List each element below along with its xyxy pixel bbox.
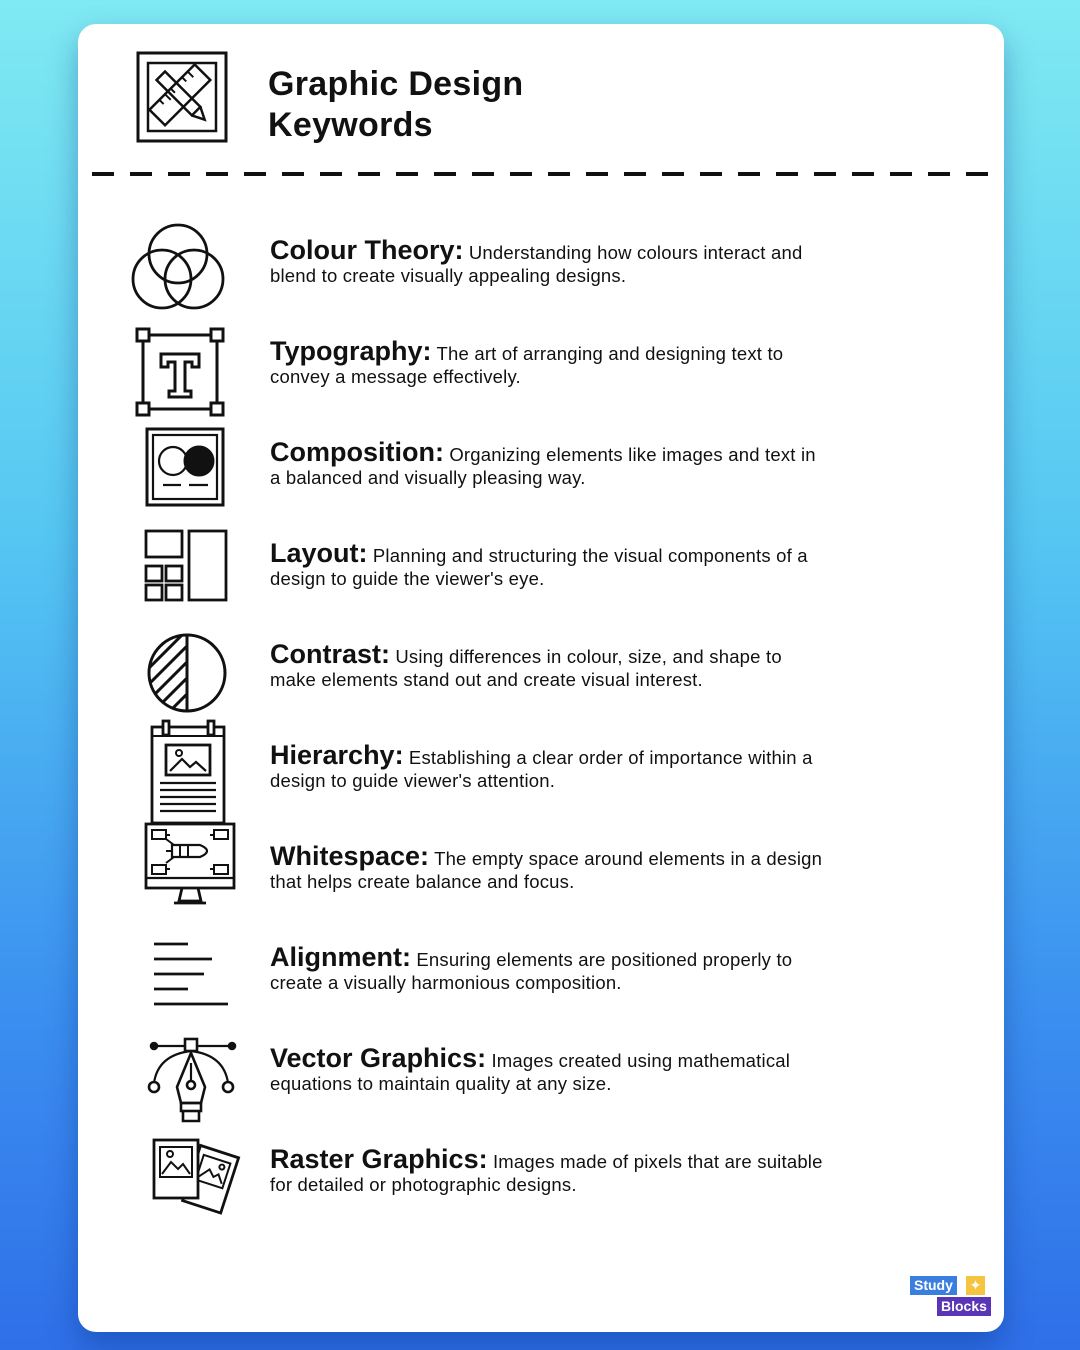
keyword-text: [270, 538, 830, 590]
keyword-description: Planning and structuring the visual components of a design to guide the viewer's eye.: [270, 545, 808, 589]
keyword-text: [270, 841, 830, 893]
keyword-description: Using differences in colour, size, and shape to make elements stand out and create visual interest.: [270, 646, 782, 690]
keyword-term: Whitespace:: [270, 841, 430, 871]
layout-grid-icon: [128, 528, 228, 628]
page-title: Graphic Design Keywords: [268, 65, 524, 144]
keyword-description: The empty space around elements in a design that helps create balance and focus.: [270, 848, 823, 892]
poster-icon: [128, 719, 228, 819]
contrast-circle-icon: [128, 623, 228, 723]
keyword-text: [270, 235, 830, 287]
keyword-text: [270, 740, 830, 792]
keyword-item-typography: [78, 320, 1004, 420]
brand-blocks: Blocks: [937, 1297, 991, 1316]
venn-circles-icon: [128, 221, 228, 321]
keyword-term: Alignment:: [270, 942, 411, 972]
keyword-description: Organizing elements like images and text in a balanced and visually pleasing way.: [270, 444, 816, 488]
brand-study: Study: [910, 1276, 957, 1295]
pencil-ruler-icon: [136, 51, 228, 143]
photos-icon: [128, 1138, 228, 1238]
keyword-item-whitespace: [78, 825, 1004, 925]
keyword-description: Ensuring elements are positioned properly to create a visually harmonious composition.: [270, 949, 793, 993]
keyword-card: [78, 24, 1004, 1332]
brand-star: ✦: [966, 1276, 985, 1295]
dashed-divider: [92, 172, 992, 176]
keyword-term: Layout:: [270, 538, 368, 568]
keyword-description: Images made of pixels that are suitable for detailed or photographic designs.: [270, 1151, 823, 1195]
keyword-text: [270, 1144, 830, 1196]
keyword-term: Colour Theory:: [270, 235, 464, 265]
keyword-description: Establishing a clear order of importance within a design to guide viewer's attention.: [270, 747, 813, 791]
pen-tool-icon: [128, 1037, 228, 1137]
text-frame-icon: [128, 321, 228, 421]
align-left-icon: [128, 922, 228, 1022]
keyword-item-layout: [78, 522, 1004, 622]
keyword-item-contrast: [78, 623, 1004, 723]
keyword-term: Raster Graphics:: [270, 1144, 488, 1174]
keyword-text: [270, 336, 830, 388]
keyword-item-vector-graphics: [78, 1027, 1004, 1127]
study-blocks-logo: [910, 1276, 994, 1318]
keyword-description: Understanding how colours interact and blend to create visually appealing designs.: [270, 242, 803, 286]
composition-icon: [128, 425, 228, 525]
keyword-text: [270, 437, 830, 489]
keyword-term: Vector Graphics:: [270, 1043, 487, 1073]
keyword-term: Contrast:: [270, 639, 390, 669]
keyword-item-composition: [78, 421, 1004, 521]
keyword-text: [270, 1043, 830, 1095]
keyword-item-colour-theory: [78, 219, 1004, 319]
keyword-term: Composition:: [270, 437, 444, 467]
keyword-text: [270, 942, 830, 994]
keyword-term: Typography:: [270, 336, 432, 366]
keyword-item-alignment: [78, 926, 1004, 1026]
keyword-term: Hierarchy:: [270, 740, 404, 770]
monitor-rocket-icon: [128, 821, 228, 921]
keyword-text: [270, 639, 830, 691]
keyword-description: The art of arranging and designing text to convey a message effectively.: [270, 343, 784, 387]
keyword-item-hierarchy: [78, 724, 1004, 824]
keyword-description: Images created using mathematical equations to maintain quality at any size.: [270, 1050, 791, 1094]
keyword-item-raster-graphics: [78, 1128, 1004, 1228]
